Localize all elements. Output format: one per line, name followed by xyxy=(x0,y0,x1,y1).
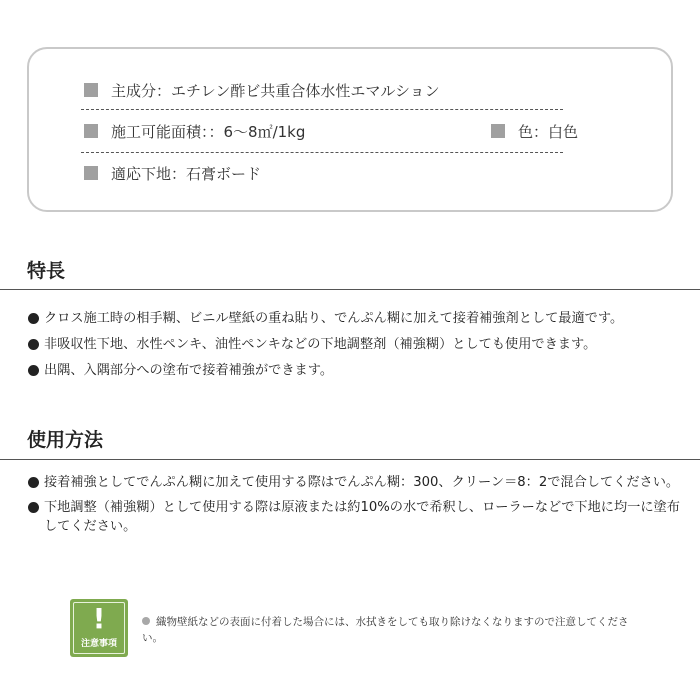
bullet-icon xyxy=(28,339,39,350)
bullet-icon xyxy=(28,477,39,488)
spec-substrate xyxy=(84,162,261,184)
bullet-icon xyxy=(28,365,39,376)
features-list xyxy=(28,309,680,387)
gray-dot-icon xyxy=(142,617,150,625)
spec-color xyxy=(491,120,578,142)
features-heading: 特長 xyxy=(27,260,66,282)
spec-ingredient xyxy=(84,79,440,101)
section-rule xyxy=(0,459,700,460)
bullet-icon xyxy=(28,502,39,513)
exclamation-icon: ! xyxy=(92,602,106,635)
dashed-divider xyxy=(81,109,563,110)
usage-list xyxy=(28,473,680,543)
square-bullet-icon xyxy=(84,83,98,97)
list-item: クロス施工時の相手糊、ビニル壁紙の重ね貼り、でんぷん糊に加えて接着補強剤として最適です。 xyxy=(28,309,680,328)
spec-coverage xyxy=(84,120,305,142)
spec-ingredient-text: 主成分：エチレン酢ビ共重合体水性エマルション xyxy=(111,81,440,100)
dashed-divider xyxy=(81,152,563,153)
section-rule xyxy=(0,289,700,290)
square-bullet-icon xyxy=(84,124,98,138)
usage-heading: 使用方法 xyxy=(27,429,104,451)
list-item: 下地調整（補強糊）として使用する際は原液または約10%の水で希釈し、ローラーなどで下地に均一に塗布してください。 xyxy=(28,498,680,536)
square-bullet-icon xyxy=(491,124,505,138)
square-bullet-icon xyxy=(84,166,98,180)
spec-color-text: 色：白色 xyxy=(518,122,579,141)
caution-icon xyxy=(70,599,128,657)
list-item: 接着補強としてでんぷん糊に加えて使用する際はでんぷん糊：300、クリーン＝8：2で混合してください。 xyxy=(28,473,680,492)
spec-substrate-text: 適応下地：石膏ボード xyxy=(111,164,262,183)
bullet-icon xyxy=(28,313,39,324)
caution-note xyxy=(142,614,642,646)
list-item: 非吸収性下地、水性ペンキ、油性ペンキなどの下地調整剤（補強糊）としても使用できます。 xyxy=(28,335,680,354)
spec-coverage-text: 施工可能面積：：6〜8㎡/1kg xyxy=(111,122,306,141)
caution-label: 注意事項 xyxy=(80,639,117,649)
caution-note-text: 織物壁紙などの表面に付着した場合には、水拭きをしても取り除けなくなりますので注意してください。 xyxy=(142,616,629,644)
list-item: 出隅、入隅部分への塗布で接着補強ができます。 xyxy=(28,361,680,380)
